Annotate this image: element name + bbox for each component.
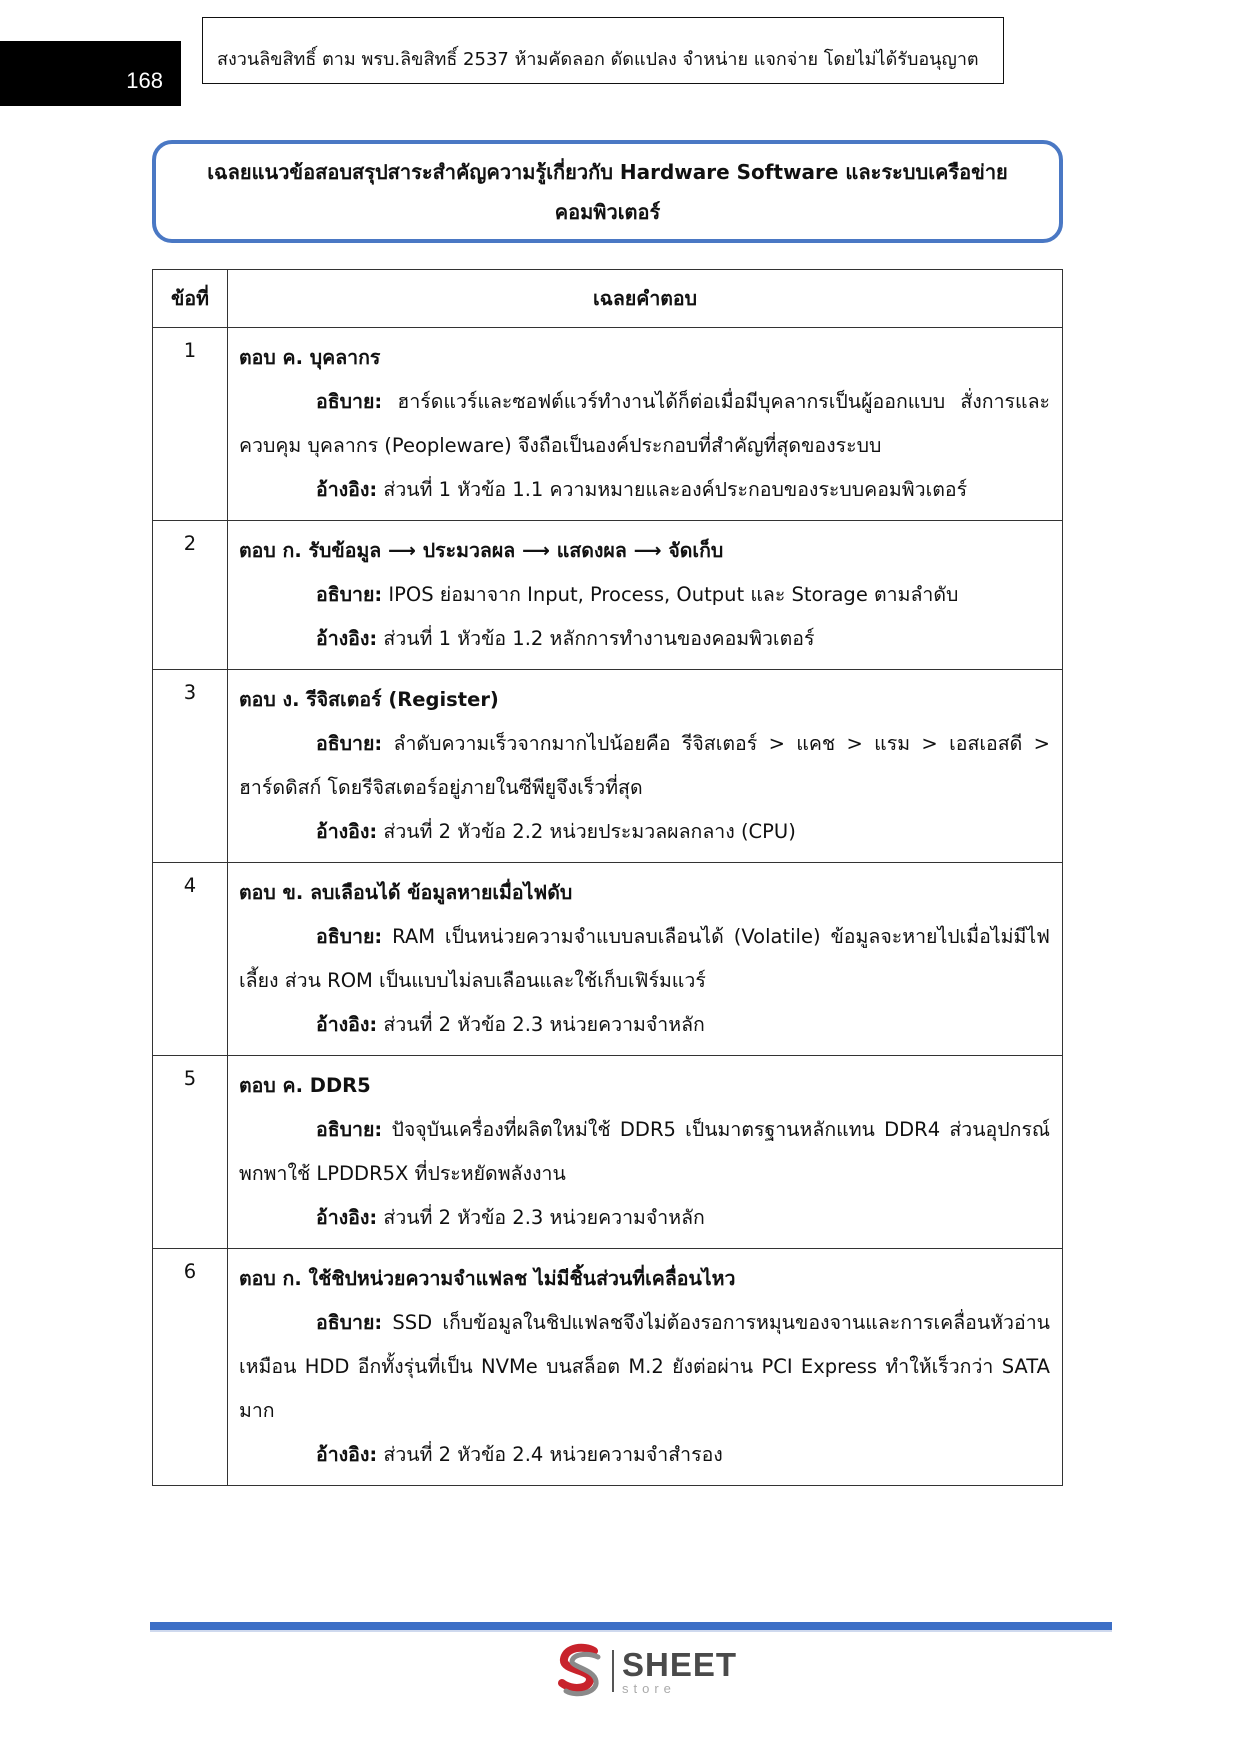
column-header-answer: เฉลยคำตอบ	[228, 270, 1063, 328]
question-number: 1	[153, 328, 228, 521]
table-row	[153, 670, 1063, 863]
reference-label: อ้างอิง:	[316, 478, 378, 501]
table-row	[153, 1056, 1063, 1249]
question-number: 4	[153, 863, 228, 1056]
logo-subtext: store	[622, 1680, 676, 1696]
reference	[239, 810, 1050, 854]
answer-line: ตอบ ก. ใช้ชิปหน่วยความจำแฟลช ไม่มีชิ้นส่วนที่เคลื่อนไหว	[239, 1267, 736, 1290]
table-row	[153, 1249, 1063, 1486]
reference	[239, 1196, 1050, 1240]
page-number-tab	[0, 41, 181, 106]
explanation-label: อธิบาย:	[316, 1118, 383, 1141]
explanation-text: SSD เก็บข้อมูลในชิปแฟลชจึงไม่ต้องรอการหมุนของจานและการเคลื่อนหัวอ่านเหมือน HDD อีกทั้งรุ่นที่เป็น NVMe บนสล็อต M.2 ยังต่อผ่าน PCI Express ทำให้เร็วกว่า SATA มาก	[239, 1311, 1050, 1422]
page-number: 168	[126, 68, 163, 93]
explanation-text: ปัจจุบันเครื่องที่ผลิตใหม่ใช้ DDR5 เป็นมาตรฐานหลักแทน DDR4 ส่วนอุปกรณ์พกพาใช้ LPDDR5X ที่ประหยัดพลังงาน	[239, 1118, 1051, 1185]
question-number: 2	[153, 521, 228, 670]
column-header-number: ข้อที่	[153, 270, 228, 328]
logo-divider	[612, 1650, 614, 1692]
reference-label: อ้างอิง:	[316, 1443, 378, 1466]
explanation	[239, 722, 1050, 810]
explanation	[239, 1108, 1050, 1196]
table-row	[153, 521, 1063, 670]
answer-table	[152, 269, 1063, 1486]
reference-label: อ้างอิง:	[316, 1013, 378, 1036]
answer-cell	[228, 521, 1063, 670]
reference-label: อ้างอิง:	[316, 820, 378, 843]
question-number: 6	[153, 1249, 228, 1486]
answer-line: ตอบ ข. ลบเลือนได้ ข้อมูลหายเมื่อไฟดับ	[239, 881, 573, 904]
explanation-text: RAM เป็นหน่วยความจำแบบลบเลือนได้ (Volatile) ข้อมูลจะหายไปเมื่อไม่มีไฟเลี้ยง ส่วน ROM เป็นแบบไม่ลบเลือนและใช้เก็บเฟิร์มแวร์	[239, 925, 1050, 992]
explanation-label: อธิบาย:	[316, 732, 383, 755]
answer-cell	[228, 1056, 1063, 1249]
reference-text: ส่วนที่ 2 หัวข้อ 2.3 หน่วยความจำหลัก	[383, 1206, 705, 1229]
explanation-text: ฮาร์ดแวร์และซอฟต์แวร์ทำงานได้ก็ต่อเมื่อมีบุคลากรเป็นผู้ออกแบบ สั่งการและควบคุม บุคลากร (Peopleware) จึงถือเป็นองค์ประกอบที่สำคัญที่สุดของระบบ	[239, 390, 1050, 457]
explanation-text: ลำดับความเร็วจากมากไปน้อยคือ รีจิสเตอร์ > แคช > แรม > เอสเอสดี > ฮาร์ดดิสก์ โดยรีจิสเตอร์อยู่ภายในซีพียูจึงเร็วที่สุด	[239, 732, 1051, 799]
reference-text: ส่วนที่ 1 หัวข้อ 1.2 หลักการทำงานของคอมพิวเตอร์	[383, 627, 815, 650]
explanation-label: อธิบาย:	[316, 583, 383, 606]
explanation	[239, 573, 1050, 617]
explanation	[239, 1301, 1050, 1433]
sheet-store-logo-icon	[554, 1643, 606, 1699]
sheet-store-logo	[554, 1643, 737, 1699]
footer-divider	[150, 1622, 1112, 1630]
answer-line: ตอบ ค. บุคลากร	[239, 346, 381, 369]
explanation	[239, 915, 1050, 1003]
reference-label: อ้างอิง:	[316, 1206, 378, 1229]
explanation-label: อธิบาย:	[316, 390, 383, 413]
logo-text	[622, 1645, 738, 1696]
page-title-line-2: คอมพิวเตอร์	[554, 199, 661, 224]
explanation-label: อธิบาย:	[316, 925, 383, 948]
question-number: 3	[153, 670, 228, 863]
table-row	[153, 863, 1063, 1056]
copyright-text: สงวนลิขสิทธิ์ ตาม พรบ.ลิขสิทธิ์ 2537 ห้ามคัดลอก ดัดแปลง จำหน่าย แจกจ่าย โดยไม่ได้รับอนุญาต	[217, 49, 979, 70]
reference-text: ส่วนที่ 2 หัวข้อ 2.2 หน่วยประมวลผลกลาง (CPU)	[383, 820, 796, 843]
reference-text: ส่วนที่ 2 หัวข้อ 2.3 หน่วยความจำหลัก	[383, 1013, 705, 1036]
table-row	[153, 328, 1063, 521]
reference-text: ส่วนที่ 2 หัวข้อ 2.4 หน่วยความจำสำรอง	[383, 1443, 723, 1466]
logo-word: SHEET	[622, 1645, 738, 1683]
explanation-text: IPOS ย่อมาจาก Input, Process, Output และ Storage ตามลำดับ	[388, 583, 959, 606]
reference	[239, 468, 1050, 512]
page-title-box	[152, 140, 1063, 243]
explanation-label: อธิบาย:	[316, 1311, 383, 1334]
reference-label: อ้างอิง:	[316, 627, 378, 650]
reference	[239, 1003, 1050, 1047]
page-title-line-1: เฉลยแนวข้อสอบสรุปสาระสำคัญความรู้เกี่ยวกับ Hardware Software และระบบเครือข่าย	[207, 159, 1008, 184]
answer-cell	[228, 670, 1063, 863]
reference	[239, 617, 1050, 661]
answer-cell	[228, 328, 1063, 521]
explanation	[239, 380, 1050, 468]
answer-cell	[228, 1249, 1063, 1486]
answer-line: ตอบ ค. DDR5	[239, 1074, 371, 1097]
answer-line: ตอบ ง. รีจิสเตอร์ (Register)	[239, 688, 499, 711]
copyright-notice	[202, 17, 1004, 84]
answer-cell	[228, 863, 1063, 1056]
table-header-row	[153, 270, 1063, 328]
answer-line: ตอบ ก. รับข้อมูล ⟶ ประมวลผล ⟶ แสดงผล ⟶ จัดเก็บ	[239, 539, 724, 562]
question-number: 5	[153, 1056, 228, 1249]
reference-text: ส่วนที่ 1 หัวข้อ 1.1 ความหมายและองค์ประกอบของระบบคอมพิวเตอร์	[383, 478, 968, 501]
reference	[239, 1433, 1050, 1477]
